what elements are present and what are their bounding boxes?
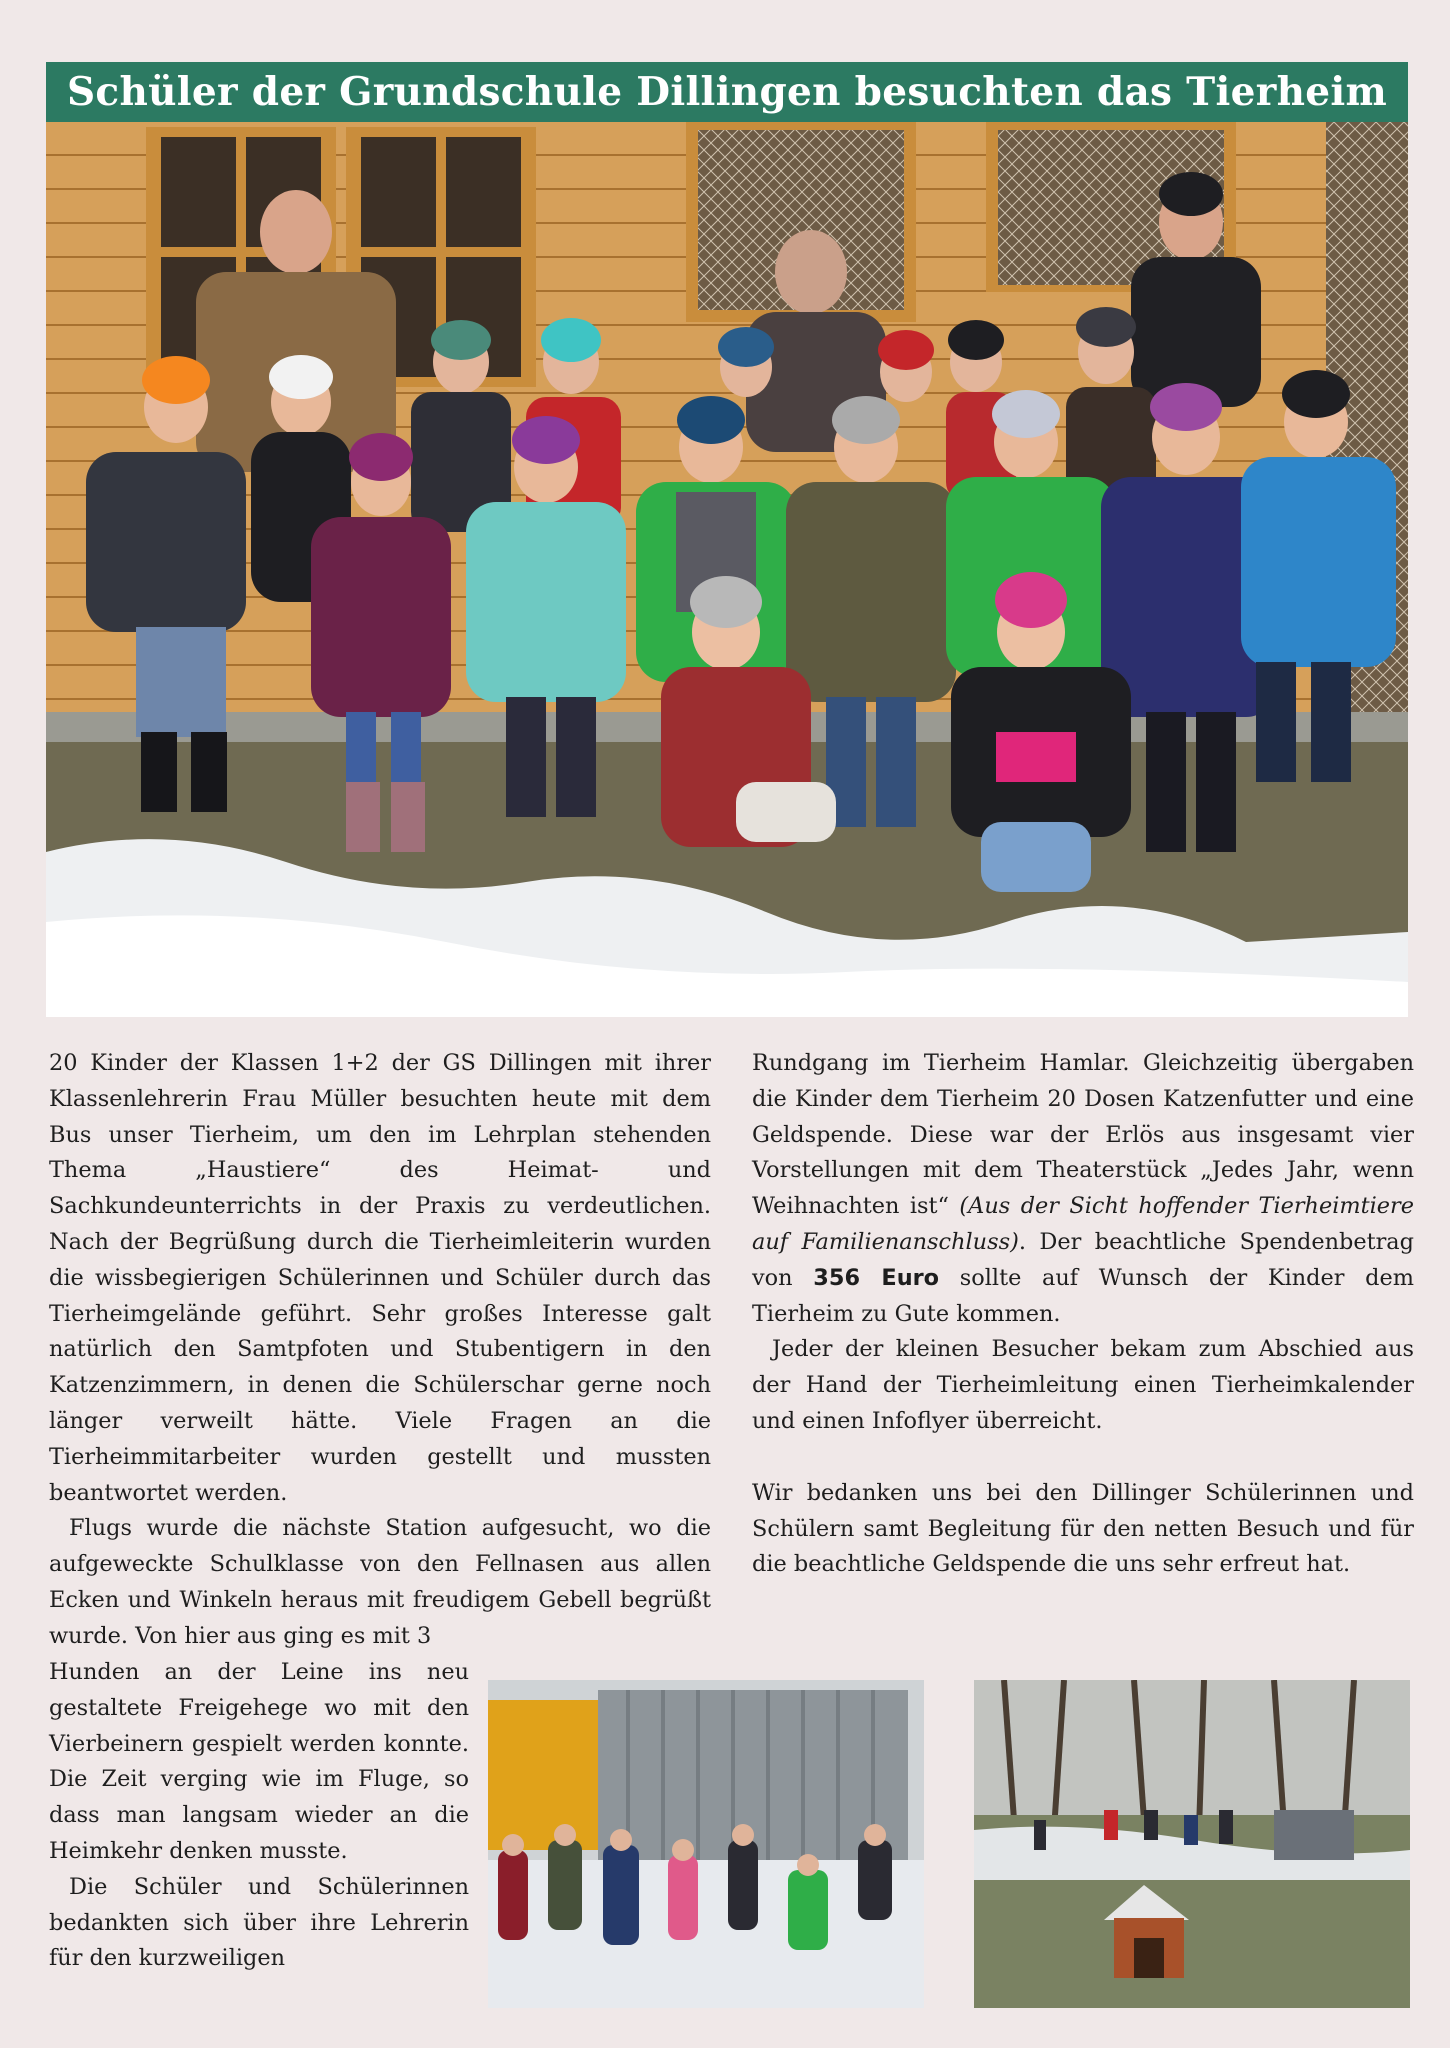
paragraph-3b: Rundgang im Tierheim Hamlar. Gleichzeitig übergaben die Kinder dem Tierheim 20 Dosen Katzenfutter und eine Geldspende. Diese war der Erlös aus insgesamt vier Vorstellungen mit dem Theaterstück „Jedes Jahr, wenn Weihnachten ist“ (Aus der Sicht hoffender Tierheimtiere auf Familienanschluss). Der beachtliche Spendenbetrag von 356 Euro sollte auf Wunsch der Kinder dem Tierheim zu Gute kommen.	[752, 1050, 1414, 1327]
article-column-left	[49, 1046, 711, 1655]
paragraph-3a: Die Schüler und Schülerinnen bedankten sich über ihre Lehrerin für den kurzweiligen	[49, 1873, 469, 1972]
paragraph-5: Wir bedanken uns bei den Dillinger Schülerinnen und Schülern samt Begleitung für den netten Besuch und für die beachtliche Geldspende die uns sehr erfreut hat.	[752, 1479, 1414, 1578]
headline-bar	[46, 62, 1408, 122]
paragraph-1: 20 Kinder der Klassen 1+2 der GS Dillingen mit ihrer Klassenlehrerin Frau Müller besuchten heute mit dem Bus unser Tierheim, um den im Lehrplan stehenden Thema „Haustiere“ des Heimat- und Sachkundeunterrichts in der Praxis zu verdeutlichen. Nach der Begrüßung durch die Tierheimleiterin wurden die wissbegierigen Schülerinnen und Schüler durch das Tierheimgelände geführt. Sehr großes Interesse galt natürlich den Samtpfoten und Stubentigern in den Katzenzimmern, in denen die Schülerschar gerne noch länger verweilt hätte. Viele Fragen an die Tierheimmitarbeiter wurden gestellt und mussten beantwortet werden.	[49, 1050, 711, 1506]
group-photo	[46, 122, 1408, 1017]
paragraph-4: Jeder der kleinen Besucher bekam zum Abschied aus der Hand der Tierheimleitung einen Tierheimkalender und einen Infoflyer überreicht.	[752, 1336, 1414, 1434]
paragraph-2a: Flugs wurde die nächste Station aufgesucht, wo die aufgeweckte Schulklasse von den Fellnasen aus allen Ecken und Winkeln heraus mit freudigem Gebell begrüßt wurde. Von hier aus ging es mit 3	[49, 1515, 711, 1649]
donation-amount: 356 Euro	[813, 1264, 940, 1291]
paragraph-2b: Hunden an der Leine ins neu gestaltete Freigehege wo mit den Vierbeinern gespielt werden konnte. Die Zeit verging wie im Fluge, so dass man langsam wieder an die Heimkehr denken musste.	[49, 1659, 469, 1864]
headline: Schüler der Grundschule Dillingen besuchten das Tierheim	[66, 69, 1388, 115]
enclosure-photo	[974, 1680, 1410, 2008]
article-column-left-narrow	[49, 1655, 469, 1977]
article-column-right	[752, 1046, 1414, 1583]
kennel-photo	[488, 1680, 924, 2008]
play-subtitle: (Aus der Sicht hoffender Tierheimtiere auf Familienanschluss)	[752, 1193, 1414, 1255]
